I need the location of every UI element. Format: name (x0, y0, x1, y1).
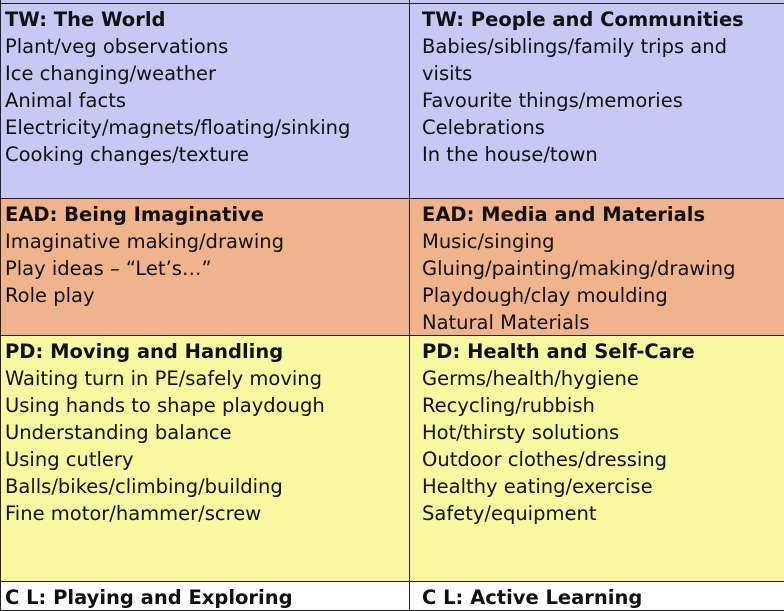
cell-ead-media-materials (409, 198, 784, 336)
list-item: Using cutlery (5, 448, 134, 471)
list-item: Outdoor clothes/dressing (422, 448, 668, 471)
cell-title: C L: Playing and Exploring (5, 586, 293, 609)
list-item: Music/singing (422, 230, 555, 253)
list-item: Animal facts (5, 89, 127, 112)
list-item: Babies/siblings/family trips and (422, 35, 727, 58)
cell-cl-active-learning (409, 581, 784, 611)
list-item: Waiting turn in PE/safely moving (5, 367, 323, 390)
cell-title: TW: People and Communities (422, 8, 744, 31)
list-item: visits (422, 62, 473, 85)
list-item: Favourite things/memories (422, 89, 683, 112)
item-list (422, 228, 784, 336)
cell-pd-health-self-care (409, 335, 784, 582)
list-item: Ice changing/weather (5, 62, 217, 85)
item-list (5, 228, 409, 309)
list-item: Electricity/magnets/floating/sinking (5, 116, 351, 139)
list-item: Celebrations (422, 116, 545, 139)
list-item: Imaginative making/drawing (5, 230, 285, 253)
item-list (5, 365, 409, 527)
list-item: Plant/veg observations (5, 35, 229, 58)
list-item: Role play (5, 284, 95, 307)
list-item: Germs/health/hygiene (422, 367, 639, 390)
cell-pd-moving-handling (0, 335, 410, 582)
list-item: Fine motor/hammer/screw (5, 502, 262, 525)
cell-title: EAD: Being Imaginative (5, 203, 264, 226)
list-item: Play ideas – “Let’s…” (5, 257, 212, 280)
cell-tw-people-communities (409, 3, 784, 199)
item-list (5, 33, 409, 168)
cell-title: EAD: Media and Materials (422, 203, 706, 226)
cell-cl-playing-exploring (0, 581, 410, 611)
list-item: Hot/thirsty solutions (422, 421, 620, 444)
cell-title: TW: The World (5, 8, 166, 31)
cell-title: PD: Moving and Handling (5, 340, 284, 363)
list-item: In the house/town (422, 143, 598, 166)
list-item: Using hands to shape playdough (5, 394, 325, 417)
list-item: Understanding balance (5, 421, 232, 444)
list-item: Cooking changes/texture (5, 143, 250, 166)
item-list (422, 365, 784, 527)
list-item: Gluing/painting/making/drawing (422, 257, 736, 280)
item-list (422, 33, 784, 168)
cell-ead-being-imaginative (0, 198, 410, 336)
cell-tw-the-world (0, 3, 410, 199)
list-item: Natural Materials (422, 311, 590, 334)
list-item: Playdough/clay moulding (422, 284, 668, 307)
list-item: Recycling/rubbish (422, 394, 595, 417)
list-item: Safety/equipment (422, 502, 597, 525)
cell-title: C L: Active Learning (422, 586, 643, 609)
cell-title: PD: Health and Self-Care (422, 340, 695, 363)
list-item: Healthy eating/exercise (422, 475, 653, 498)
list-item: Balls/bikes/climbing/building (5, 475, 283, 498)
